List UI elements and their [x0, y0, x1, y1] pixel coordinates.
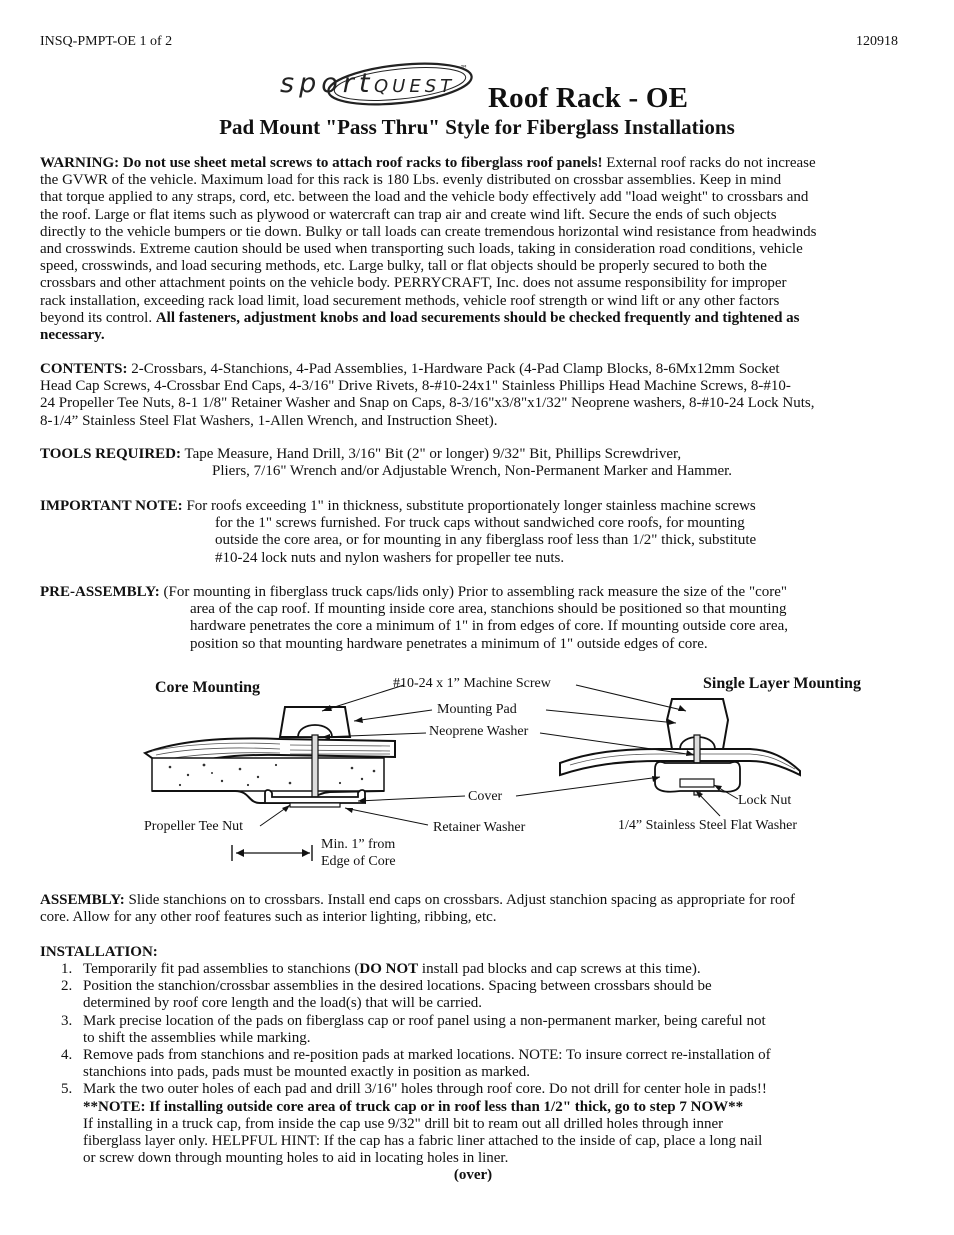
- page-subtitle: Pad Mount "Pass Thru" Style for Fiberglass Installations: [219, 115, 735, 139]
- step-number: 1.: [61, 961, 73, 977]
- sportquest-logo: [278, 62, 474, 108]
- core-mounting-title: Core Mounting: [155, 679, 261, 696]
- step-text: If installing in a truck cap, from inside the cap use 9/32" drill bit to ream out all drilled holes through inner: [83, 1115, 724, 1132]
- installation-step: [40, 1081, 915, 1167]
- mounting-pad-label: Mounting Pad: [437, 702, 517, 717]
- step-note-bold: **NOTE: If installing outside core area of truck cap or in roof less than 1/2" thick, go to step 7 NOW**: [83, 1098, 744, 1115]
- warning-line: the GVWR of the vehicle. Maximum load for this rack is 180 Lbs. evenly distributed on crossbar assemblies. Keep in mind: [40, 172, 782, 189]
- installation-step: [40, 961, 915, 978]
- important-line: For roofs exceeding 1" in thickness, substitute proportionately longer stainless machine screws: [182, 498, 756, 514]
- step-text: Remove pads from stanchions and re-position pads at marked locations. NOTE: To insure correct re-installation of: [83, 1047, 771, 1064]
- contents-line: 24 Propeller Tee Nuts, 8-1 1/8" Retainer Washer and Snap on Caps, 8-3/16"x3/8"x1/32" Neoprene washers, 8-#10-24 Lock Nuts,: [40, 395, 815, 412]
- document-id: INSQ-PMPT-OE 1 of 2: [40, 34, 173, 49]
- logo-tm: ™: [460, 64, 468, 73]
- step-text: stanchions into pads, pads must be mounted exactly in position as marked.: [83, 1064, 531, 1081]
- preassembly-line: (For mounting in fiberglass truck caps/lids only) Prior to assembling rack measure the size of the "core": [159, 584, 788, 600]
- assembly-label: ASSEMBLY:: [40, 892, 125, 908]
- important-line: outside the core area, or for mounting in any fiberglass roof less than 1/2" thick, substitute: [215, 532, 757, 549]
- installation-step: [40, 978, 915, 1012]
- mounting-diagram: [140, 665, 861, 880]
- warning-line: the roof. Large or flat items such as plywood or watercraft can trap air and create wind lift. Secure the ends of such objects: [40, 206, 777, 223]
- propeller-tee-nut-label: Propeller Tee Nut: [144, 819, 244, 834]
- warning-line: crossbars and other attachment points on the vehicle body. PERRYCRAFT, Inc. does not assume responsibility for improper: [40, 275, 787, 292]
- step-text: determined by roof core length and the load(s) that will be carried.: [83, 995, 483, 1012]
- cover-label: Cover: [468, 789, 503, 804]
- step-number: 2.: [61, 978, 73, 995]
- contents-line: 2-Crossbars, 4-Stanchions, 4-Pad Assemblies, 1-Hardware Pack (4-Pad Clamp Blocks, 8-6Mx12mm Socket: [127, 361, 780, 377]
- step-number: 4.: [61, 1047, 73, 1064]
- important-note-section: [40, 498, 915, 570]
- page-footer-over: (over): [453, 1167, 493, 1183]
- contents-section: [40, 361, 915, 430]
- step-text: install pad blocks and cap screws at this time).: [418, 961, 701, 977]
- warning-line: rack installation, exceeding rack load limit, load securement methods, vehicle roof strength or wind lift or any other factors: [40, 292, 780, 309]
- warning-label: WARNING: Do not use sheet metal screws to attach roof racks to fiberglass roof panels!: [40, 155, 603, 171]
- installation-step: [40, 1047, 915, 1081]
- tools-line: Tape Measure, Hand Drill, 3/16" Bit (2" or longer) 9/32" Bit, Phillips Screwdriver,: [181, 446, 682, 462]
- step-text: Temporarily fit pad assemblies to stanchions (: [83, 961, 360, 977]
- contents-label: CONTENTS:: [40, 361, 128, 377]
- preassembly-line: position so that mounting hardware penetrates a minimum of 1" outside edges of core.: [190, 635, 708, 652]
- single-layer-mounting-title: Single Layer Mounting: [703, 675, 861, 692]
- warning-line: External roof racks do not increase: [602, 155, 816, 171]
- important-label: IMPORTANT NOTE:: [40, 498, 183, 514]
- machine-screw-label: #10-24 x 1” Machine Screw: [393, 676, 551, 691]
- contents-line: Head Cap Screws, 4-Crossbar End Caps, 4-3/16" Drive Rivets, 8-#10-24x1" Stainless Phillips Head Machine Screws, 8-#10-: [40, 378, 791, 395]
- important-line: for the 1" screws furnished. For truck caps without sandwiched core roofs, for mounting: [215, 515, 745, 532]
- tools-section: [40, 446, 915, 486]
- step-text: Mark precise location of the pads on fiberglass cap or roof panel using a non-permanent marker, being careful not: [83, 1012, 766, 1029]
- step-text: Mark the two outer holes of each pad and drill 3/16" holes through roof core. Do not drill for center hole in pads!!: [83, 1081, 767, 1098]
- logo-quest-text: QUEST: [374, 76, 456, 97]
- warning-section: [40, 155, 915, 344]
- preassembly-line: hardware penetrates the core a minimum of 1" in from edges of core. If mounting outside core area,: [190, 618, 788, 635]
- tools-line: Pliers, 7/16" Wrench and/or Adjustable Wrench, Non-Permanent Marker and Hammer.: [212, 463, 733, 480]
- installation-step: [40, 1013, 915, 1047]
- min-distance-label: Edge of Core: [321, 854, 396, 869]
- mounting-diagram-drawing: [140, 665, 830, 880]
- pre-assembly-section: [40, 584, 915, 656]
- step-text: or screw down through mounting holes to aid in locating holes in liner.: [83, 1150, 509, 1167]
- warning-line: directly to the vehicle bumpers or tie down. Bulky or tall loads can create tremendous horizontal wind resistance from headwinds: [40, 223, 817, 240]
- flat-washer-label: 1/4” Stainless Steel Flat Washer: [618, 818, 798, 833]
- installation-steps: [40, 961, 915, 1167]
- step-text: to shift the assemblies while marking.: [83, 1029, 311, 1046]
- page-title: Roof Rack - OE: [488, 82, 689, 114]
- step-number: 5.: [61, 1081, 73, 1098]
- assembly-section: [40, 892, 915, 926]
- min-distance-label: Min. 1” from: [321, 837, 396, 852]
- preassembly-label: PRE-ASSEMBLY:: [40, 584, 160, 600]
- warning-line: and crosswinds. Extreme caution should be used when transporting such loads, taking in consideration road conditions, vehicle: [40, 241, 803, 258]
- preassembly-line: area of the cap roof. If mounting inside core area, stanchions should be positioned so that mounting: [190, 601, 787, 618]
- warning-line: beyond its control.: [40, 309, 156, 326]
- installation-heading: [40, 944, 915, 961]
- neoprene-washer-label: Neoprene Washer: [429, 724, 529, 739]
- warning-line: that torque applied to any straps, cord, etc. between the load and the vehicle body effectively add "load weight" to crossbars and: [40, 189, 809, 206]
- logo-sport-text: sport: [280, 68, 375, 99]
- contents-line: 8-1/4” Stainless Steel Flat Washers, 1-Allen Wrench, and Instruction Sheet).: [40, 412, 498, 429]
- retainer-washer-label: Retainer Washer: [433, 820, 526, 835]
- step-text: fiberglass layer only. HELPFUL HINT: If the cap has a fabric liner attached to the inside of cap, place a long nail: [83, 1133, 763, 1150]
- installation-label: INSTALLATION:: [40, 944, 158, 960]
- step-text: Position the stanchion/crossbar assemblies in the desired locations. Spacing between crossbars should be: [83, 978, 712, 995]
- date-code: 120918: [856, 34, 898, 49]
- warning-closing-bold: All fasteners, adjustment knobs and load securements should be checked frequently and tightened as: [155, 309, 800, 326]
- assembly-line: core. Allow for any other roof features such as interior lighting, ribbing, etc.: [40, 909, 497, 926]
- step-number: 3.: [61, 1012, 73, 1029]
- step-text-bold: DO NOT: [359, 961, 419, 977]
- warning-closing-bold: necessary.: [40, 327, 105, 344]
- tools-label: TOOLS REQUIRED:: [40, 446, 182, 462]
- warning-line: speed, crosswinds, and load securing methods, etc. Large bulky, tall or flat objects should be properly secured to both the: [40, 258, 767, 275]
- lock-nut-label: Lock Nut: [738, 793, 792, 808]
- important-line: #10-24 lock nuts and nylon washers for propeller tee nuts.: [215, 549, 565, 566]
- assembly-line: Slide stanchions on to crossbars. Install end caps on crossbars. Adjust stanchion spacing as appropriate for roof: [124, 892, 796, 908]
